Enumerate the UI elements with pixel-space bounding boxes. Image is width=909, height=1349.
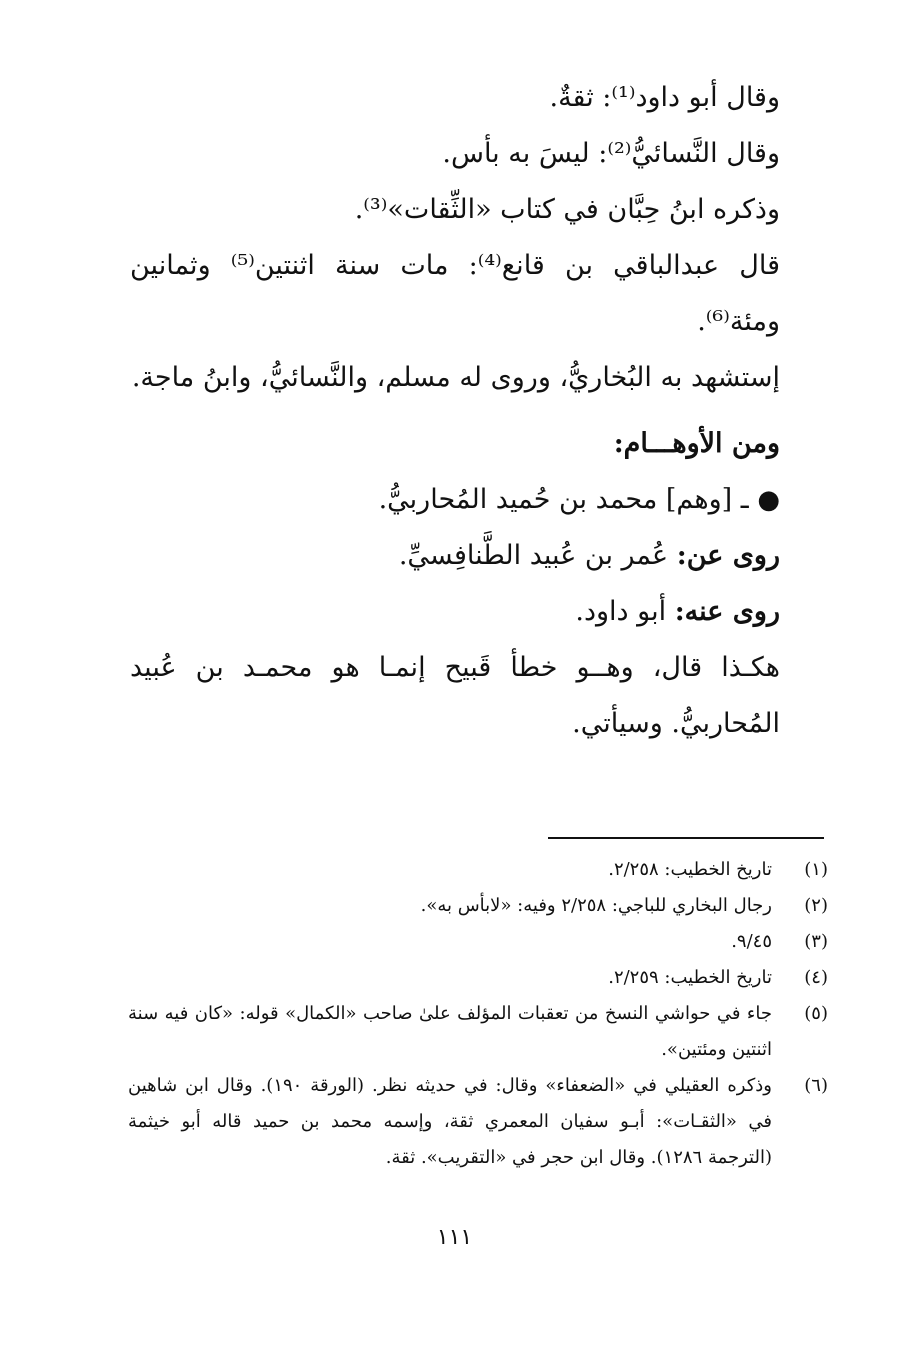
footnote-divider — [548, 837, 824, 839]
footnote-item — [128, 924, 828, 960]
rawa-anhu-line — [130, 584, 780, 640]
entry-title: ـ [وهم] محمد بن حُميد المُحاربيُّ. — [378, 484, 749, 515]
bullet-icon: ● — [757, 485, 780, 515]
text-line: وقال أبو داود⁽¹⁾: ثقةٌ. — [549, 82, 780, 113]
text-line: وقال النَّسائيُّ⁽²⁾: ليسَ به بأس. — [442, 138, 780, 169]
footnote-text: ٩/٤٥. — [731, 931, 772, 952]
awham-heading: ومن الأوهـــام: — [613, 428, 780, 459]
footnotes — [128, 852, 828, 1176]
footnote-number: (١) — [804, 859, 828, 880]
footnote-text: تاريخ الخطيب: ٢/٢٥٩. — [608, 967, 772, 988]
entry-title-line — [130, 472, 780, 528]
footnote-item — [128, 888, 828, 924]
footnote-number: (٥) — [804, 1003, 828, 1024]
comment-paragraph: هكـذا قال، وهــو خطأ قَبيح إنمـا هو محمـد بن عُبيد المُحاربيُّ. وسيأتي. — [130, 652, 780, 739]
footnote-item — [128, 996, 828, 1068]
footnote-text: رجال البخاري للباجي: ٢/٢٥٨ وفيه: «لابأس به». — [420, 895, 772, 916]
rawa-an-line — [130, 528, 780, 584]
rawa-an-label: روى عن: — [676, 540, 780, 571]
text-line: وذكره ابنُ حِبَّان في كتاب «الثِّقات»⁽³⁾. — [354, 194, 780, 225]
footnote-item — [128, 1068, 828, 1176]
footnote-number: (٣) — [804, 931, 828, 952]
main-text — [130, 70, 780, 752]
footnote-number: (٢) — [804, 895, 828, 916]
footnote-text: تاريخ الخطيب: ٢/٢٥٨. — [608, 859, 772, 880]
footnote-number: (٤) — [804, 967, 828, 988]
footnote-text: جاء في حواشي النسخ من تعقبات المؤلف علىٰ صاحب «الكمال» قوله: «كان فيه سنة اثنتين ومئتين». — [128, 1003, 772, 1060]
rawa-an-value: عُمر بن عُبيد الطَّنافِسيِّ. — [398, 540, 669, 571]
footnote-item — [128, 852, 828, 888]
footnote-item — [128, 960, 828, 996]
footnote-number: (٦) — [804, 1075, 828, 1096]
rawa-anhu-value: أبو داود. — [575, 596, 667, 627]
text-line: إستشهد به البُخاريُّ، وروى له مسلم، والنَّسائيُّ، وابنُ ماجة. — [131, 362, 780, 393]
footnote-text: وذكره العقيلي في «الضعفاء» وقال: في حديثه نظر. (الورقة ١٩٠). وقال ابن شاهين في «الثقـات»: أبـو سفيان المعمري ثقة، وإسمه محمد بن حميد قاله أبو خيثمة (الترجمة ١٢٨٦). وقال ابن حجر في «التقريب». ثقة. — [128, 1075, 772, 1168]
rawa-anhu-label: روى عنه: — [674, 596, 780, 627]
text-line: قال عبدالباقي بن قانع⁽⁴⁾: مات سنة اثنتين⁽⁵⁾ وثمانين ومئة⁽⁶⁾. — [130, 250, 780, 337]
page-number: ١١١ — [436, 1225, 473, 1250]
